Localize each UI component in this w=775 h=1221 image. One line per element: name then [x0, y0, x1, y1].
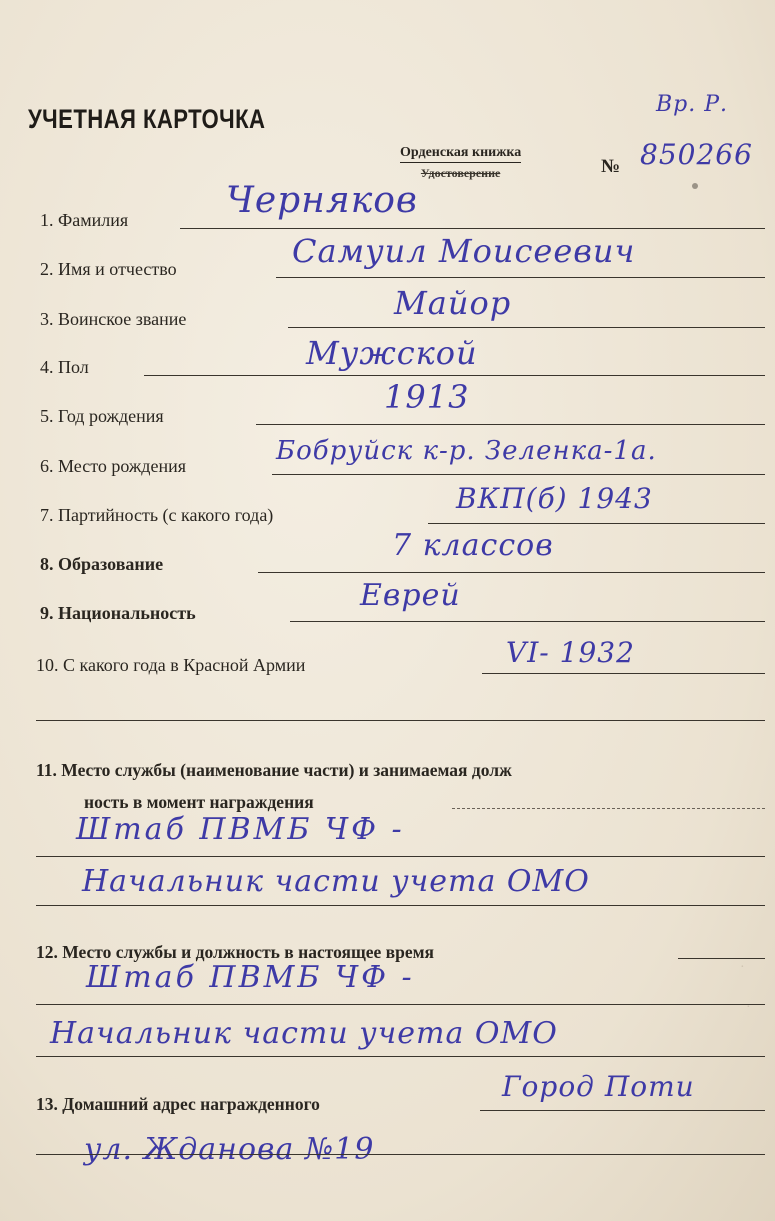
field-5-line	[256, 424, 765, 425]
field-11-label-line2: ность в момент награждения	[84, 792, 314, 812]
field-9-label: 9. Национальность	[40, 603, 196, 623]
field-12-label: 12. Место службы и должность в настоящее время	[36, 942, 434, 962]
field-12-line-2	[36, 1056, 765, 1057]
field-11-value-line2: Начальник части учета ОМО	[82, 864, 590, 899]
field-10-line	[482, 673, 765, 674]
field-11-label-line1: 11. Место службы (наименование части) и занимаемая долж	[36, 760, 512, 780]
field-12-value-line1: Штаб ПВМБ ЧФ -	[86, 960, 415, 995]
field-13-label: 13. Домашний адрес награжденного	[36, 1094, 320, 1114]
field-4-line	[144, 375, 765, 376]
field-8-value: 7 классов	[392, 528, 554, 563]
field-13-label-line	[480, 1110, 765, 1111]
field-12-label-line	[678, 958, 765, 959]
card-title: УЧЕТНАЯ КАРТОЧКА	[28, 104, 266, 134]
field-12-line-1	[36, 1004, 765, 1005]
field-11-line-1	[36, 856, 765, 857]
field-7-label: 7. Партийность (с какого года)	[40, 505, 274, 525]
field-6-label: 6. Место рождения	[40, 456, 187, 476]
show-through-mark: ·	[746, 1000, 751, 1015]
ink-spot	[692, 183, 698, 189]
field-4-value: Мужской	[306, 334, 478, 372]
field-9-value: Еврей	[360, 578, 461, 613]
field-1-label: 1. Фамилия	[40, 210, 129, 230]
field-7-value: ВКП(б) 1943	[456, 482, 653, 515]
field-6-line	[272, 474, 765, 475]
field-4-label: 4. Пол	[40, 357, 89, 377]
document-type-order-book: Орденская книжка	[400, 145, 521, 163]
field-3-line	[288, 327, 765, 328]
field-9-line	[290, 621, 765, 622]
field-1-line	[180, 228, 765, 229]
card-number: 850266	[640, 138, 753, 171]
field-2-value: Самуил Моисеевич	[292, 232, 636, 270]
field-13-value-line2: ул. Жданова №19	[84, 1132, 375, 1167]
document-type	[400, 145, 521, 181]
document-type-certificate: Удостоверение	[420, 166, 501, 180]
field-11-label-line	[452, 808, 765, 809]
field-10-label: 10. С какого года в Красной Армии	[36, 655, 306, 675]
field-11-line-2	[36, 905, 765, 906]
field-6-value: Бобруйск к-р. Зеленка-1а.	[276, 436, 657, 466]
field-10-extra-line	[36, 720, 765, 721]
field-8-line	[258, 572, 765, 573]
field-10-value: VI- 1932	[506, 636, 635, 669]
field-3-label: 3. Воинское звание	[40, 309, 187, 329]
field-5-label: 5. Год рождения	[40, 406, 164, 426]
field-11-value-line1: Штаб ПВМБ ЧФ -	[76, 812, 405, 847]
field-2-label: 2. Имя и отчество	[40, 259, 177, 279]
field-3-value: Майор	[394, 284, 512, 322]
field-5-value: 1913	[384, 378, 470, 416]
field-13-line-1	[36, 1154, 765, 1155]
number-sign: №	[601, 156, 621, 177]
corner-note: Вр. Р.	[656, 92, 729, 117]
field-7-line	[428, 523, 765, 524]
show-through-mark: ·	[740, 960, 745, 975]
field-12-value-line2: Начальник части учета ОМО	[50, 1016, 558, 1051]
field-2-line	[276, 277, 765, 278]
field-8-label: 8. Образование	[40, 554, 164, 574]
field-13-value-line1: Город Поти	[502, 1070, 695, 1103]
field-1-value: Черняков	[226, 180, 418, 221]
